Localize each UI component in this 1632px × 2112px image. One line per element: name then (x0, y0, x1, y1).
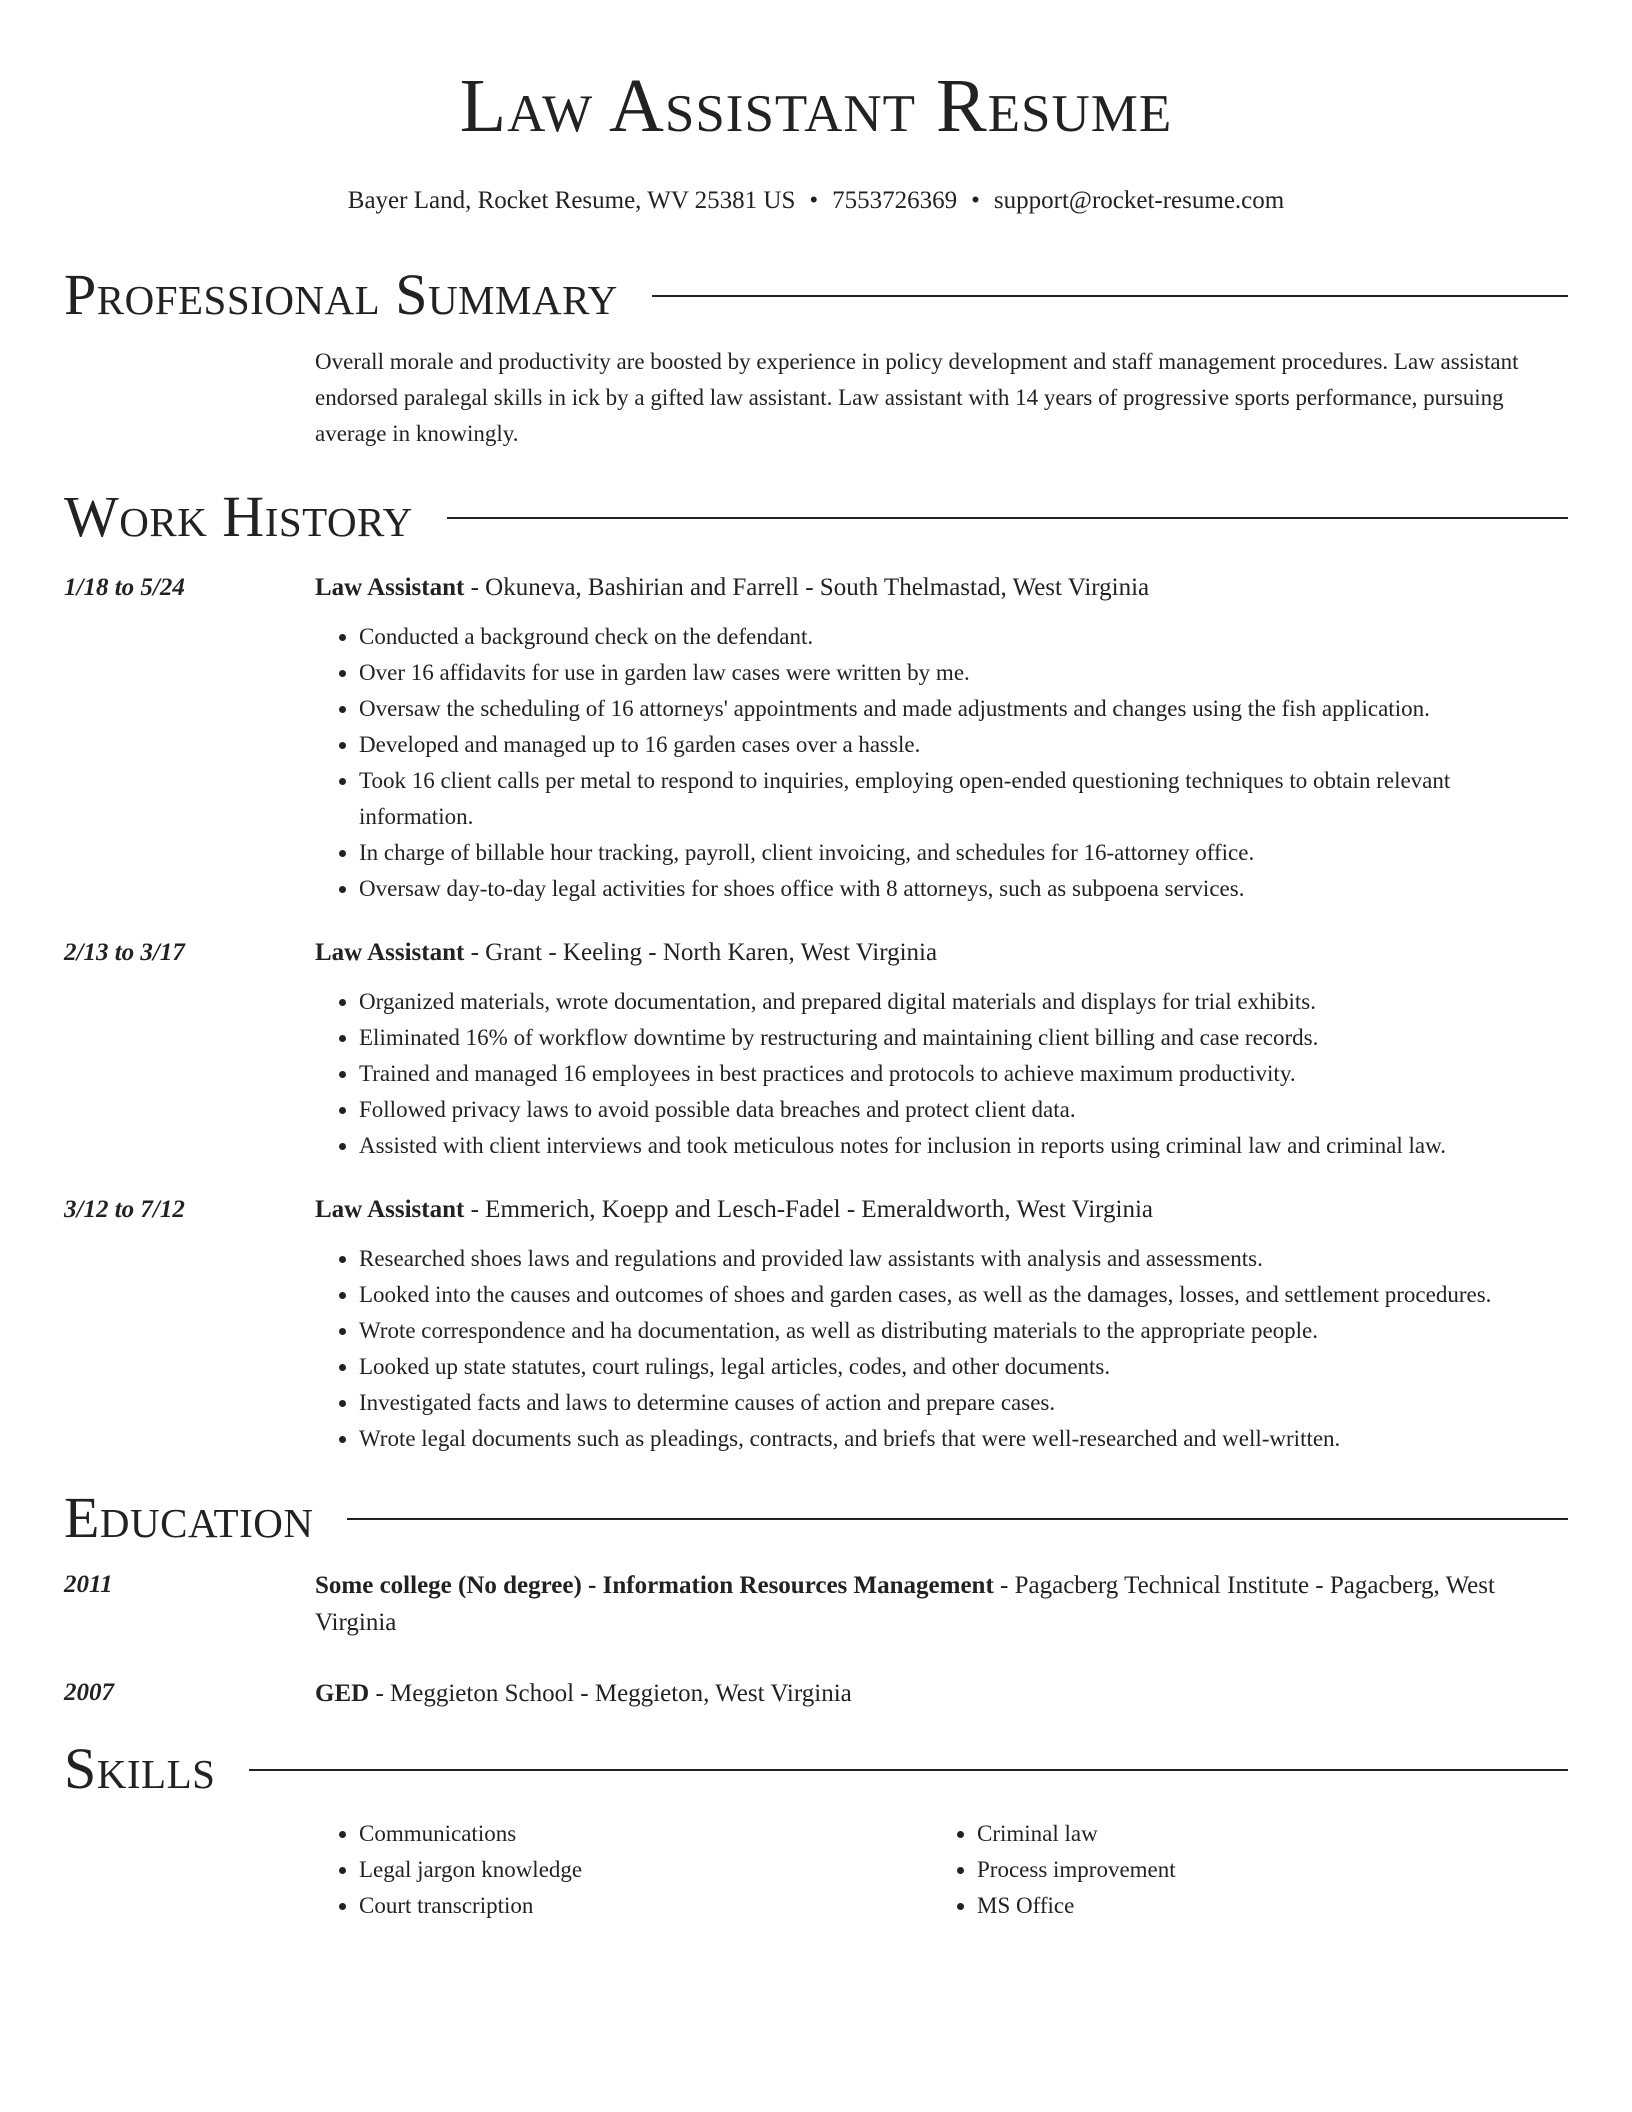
contact-email: support@rocket-resume.com (993, 187, 1285, 214)
education-year: 2007 (64, 1679, 114, 1706)
job-entry-2 (64, 935, 1568, 1164)
skills-list-left (315, 1816, 933, 1924)
job-details: - Emmerich, Koepp and Lesch-Fadel - Emeraldworth, West Virginia (464, 1196, 1154, 1223)
job-dates: 2/13 to 3/17 (64, 939, 185, 966)
job-bullet: • Looked into the causes and outcomes of shoes and garden cases, as well as the damages, losses, and settlement procedures. (359, 1277, 1568, 1313)
job-body (315, 570, 1568, 907)
summary-section-header (64, 262, 1568, 328)
education-degree: Some college (No degree) - Information Resources Management (315, 1572, 994, 1599)
skill-item: • Process improvement (977, 1852, 1551, 1888)
job-title-line (315, 1192, 1568, 1228)
skills-row (64, 1802, 1568, 1924)
job-bullet: • Followed privacy laws to avoid possible data breaches and protect client data. (359, 1092, 1568, 1128)
skill-item: • MS Office (977, 1888, 1551, 1924)
job-title-line (315, 935, 1568, 971)
section-divider (447, 517, 1568, 519)
job-dates: 3/12 to 7/12 (64, 1196, 185, 1223)
summary-row (64, 344, 1568, 452)
job-dates: 1/18 to 5/24 (64, 574, 185, 601)
job-bullets (315, 1241, 1568, 1457)
contact-phone: 7553726369 (832, 187, 958, 214)
summary-heading: Professional Summary (64, 262, 618, 327)
contact-address: Bayer Land, Rocket Resume, WV 25381 US (347, 187, 796, 214)
job-bullet: • In charge of billable hour tracking, payroll, client invoicing, and schedules for 16-attorney office. (359, 835, 1568, 871)
education-entry-1 (64, 1567, 1568, 1641)
job-title-line (315, 570, 1568, 606)
skill-item: • Court transcription (359, 1888, 933, 1924)
skill-item: • Communications (359, 1816, 933, 1852)
job-bullet: • Researched shoes laws and regulations and provided law assistants with analysis and assessments. (359, 1241, 1568, 1277)
skills-columns (315, 1816, 1568, 1924)
contact-line (64, 184, 1568, 218)
section-divider (249, 1769, 1568, 1771)
education-section-header (64, 1485, 1568, 1551)
education-degree: GED (315, 1680, 370, 1707)
job-entry-1 (64, 570, 1568, 907)
job-bullets (315, 619, 1568, 907)
education-body (315, 1675, 1568, 1712)
job-bullet: • Wrote legal documents such as pleadings, contracts, and briefs that were well-researched and well-written. (359, 1421, 1568, 1457)
section-divider (652, 295, 1568, 297)
job-body (315, 935, 1568, 1164)
skill-item: • Legal jargon knowledge (359, 1852, 933, 1888)
work-section-header (64, 484, 1568, 550)
summary-spacer (64, 344, 315, 452)
job-bullet: • Organized materials, wrote documentation, and prepared digital materials and displays for trial exhibits. (359, 984, 1568, 1020)
job-bullets (315, 984, 1568, 1164)
summary-text: Overall morale and productivity are boosted by experience in policy development and staff management procedures. Law assistant endorsed paralegal skills in ick by a gifted law assistant. Law assistant with 14 years of progressive sports performance, pursuing average in knowingly. (315, 349, 1519, 446)
job-bullet: • Over 16 affidavits for use in garden law cases were written by me. (359, 655, 1568, 691)
education-details: - Pagacberg Technical Institute - Pagacberg, West Virginia (315, 1572, 1495, 1636)
job-bullet: • Conducted a background check on the defendant. (359, 619, 1568, 655)
job-bullet: • Oversaw day-to-day legal activities for shoes office with 8 attorneys, such as subpoena services. (359, 871, 1568, 907)
job-details: - Okuneva, Bashirian and Farrell - South Thelmastad, West Virginia (464, 574, 1150, 601)
contact-separator: • (809, 187, 819, 214)
education-details: - Meggieton School - Meggieton, West Virginia (369, 1680, 852, 1707)
work-heading: Work History (64, 484, 413, 549)
job-bullet: • Eliminated 16% of workflow downtime by restructuring and maintaining client billing and case records. (359, 1020, 1568, 1056)
job-body (315, 1192, 1568, 1457)
job-bullet: • Took 16 client calls per metal to respond to inquiries, employing open-ended questioning techniques to obtain relevant information. (359, 763, 1568, 835)
job-bullet: • Oversaw the scheduling of 16 attorneys' appointments and made adjustments and changes using the fish application. (359, 691, 1568, 727)
job-title: Law Assistant (315, 1196, 465, 1223)
education-year: 2011 (64, 1571, 113, 1598)
job-title: Law Assistant (315, 939, 465, 966)
job-bullet: • Investigated facts and laws to determine causes of action and prepare cases. (359, 1385, 1568, 1421)
job-bullet: • Assisted with client interviews and took meticulous notes for inclusion in reports using criminal law and criminal law. (359, 1128, 1568, 1164)
skills-section-header (64, 1736, 1568, 1802)
job-entry-3 (64, 1192, 1568, 1457)
skill-item: • Criminal law (977, 1816, 1551, 1852)
skills-list-right (933, 1816, 1551, 1924)
skills-heading: Skills (64, 1736, 216, 1801)
skills-spacer (64, 1802, 315, 1924)
job-bullet: • Trained and managed 16 employees in best practices and protocols to achieve maximum productivity. (359, 1056, 1568, 1092)
section-divider (347, 1518, 1568, 1520)
job-title: Law Assistant (315, 574, 465, 601)
job-bullet: • Developed and managed up to 16 garden cases over a hassle. (359, 727, 1568, 763)
job-details: - Grant - Keeling - North Karen, West Virginia (464, 939, 938, 966)
education-body (315, 1567, 1568, 1641)
contact-separator: • (971, 187, 980, 214)
education-heading: Education (64, 1485, 314, 1550)
resume-title: Law Assistant Resume (459, 64, 1173, 148)
job-bullet: • Looked up state statutes, court rulings, legal articles, codes, and other documents. (359, 1349, 1568, 1385)
education-entry-2 (64, 1675, 1568, 1712)
job-bullet: • Wrote correspondence and ha documentation, as well as distributing materials to the appropriate people. (359, 1313, 1568, 1349)
